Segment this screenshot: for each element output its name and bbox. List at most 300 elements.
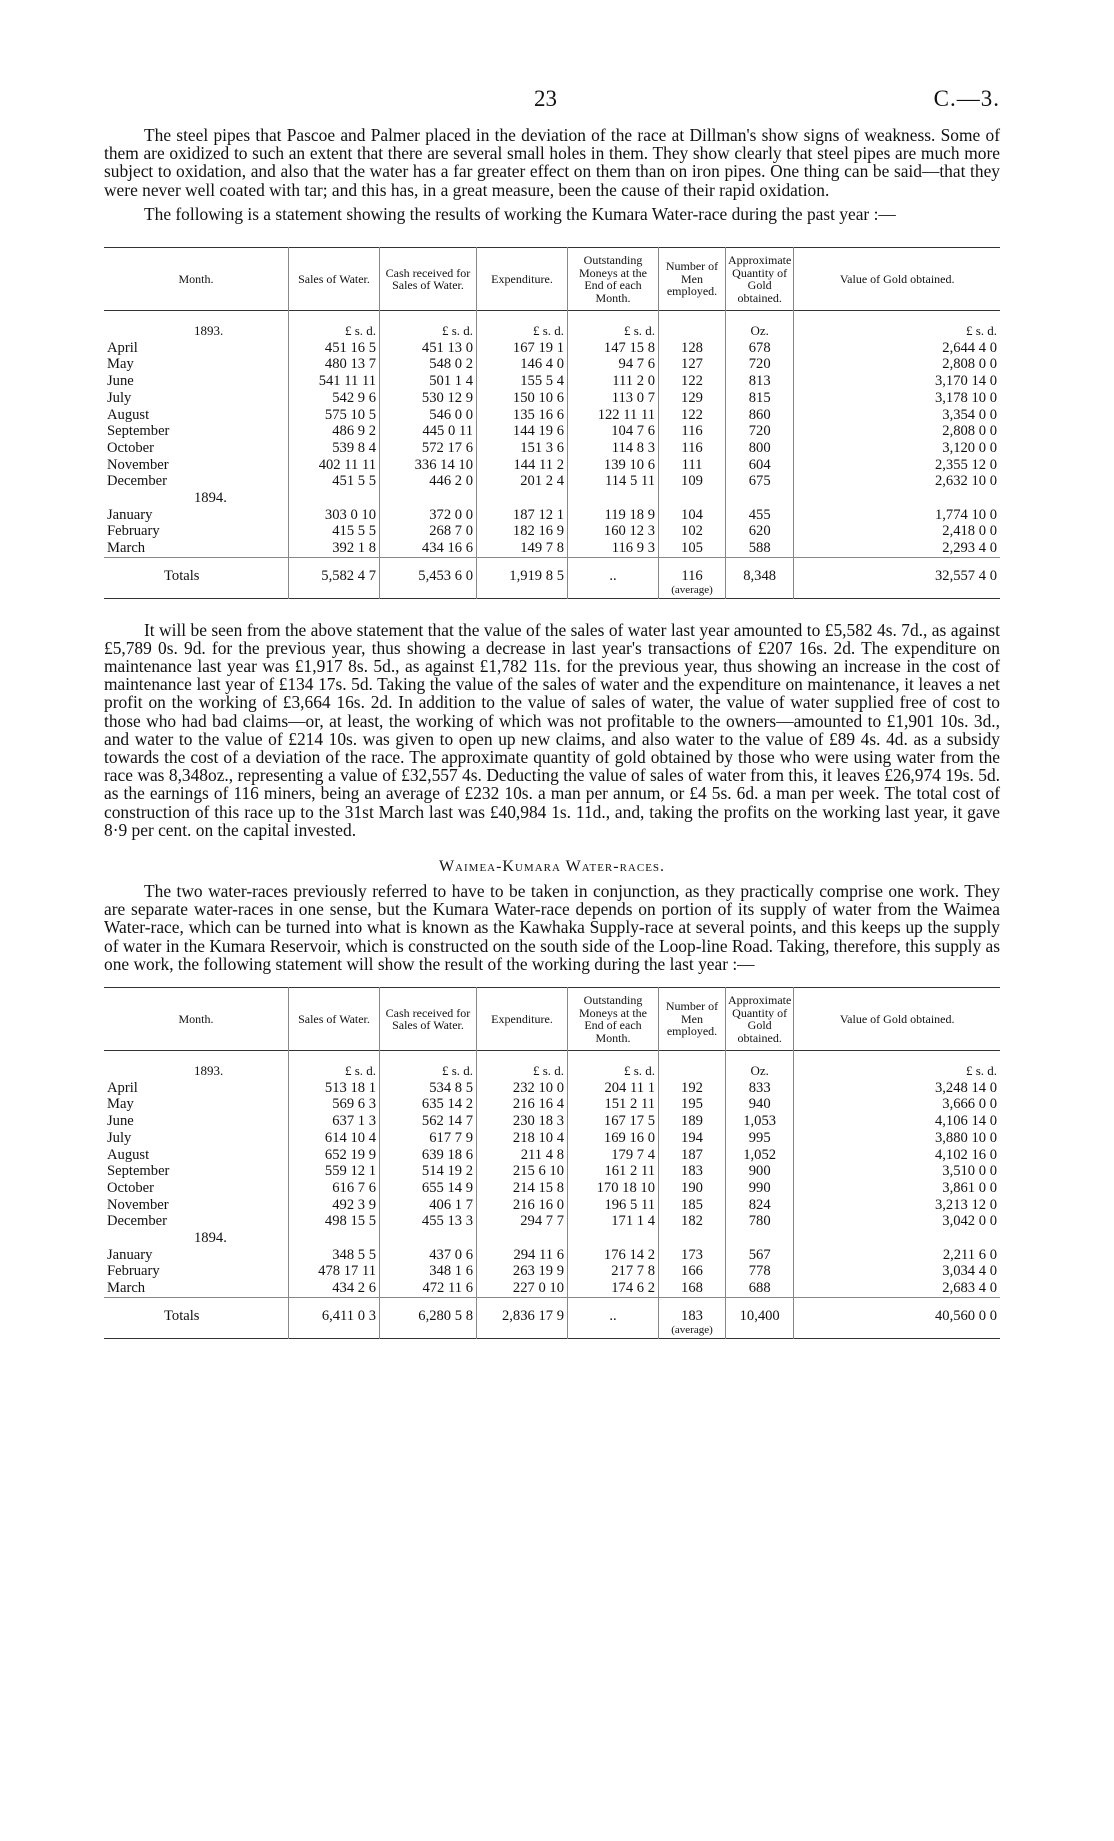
expenditure-cell: 144 19 6 bbox=[477, 423, 568, 440]
statement-table bbox=[104, 987, 1000, 1339]
header-cash: Cash received for Sales of Water. bbox=[380, 988, 477, 1051]
sales-cell: 652 19 9 bbox=[289, 1147, 380, 1164]
unit-label: £ s. d. bbox=[568, 1051, 659, 1080]
gold-value-cell: 32,557 4 0 bbox=[794, 557, 1000, 598]
average-note: (average) bbox=[671, 1323, 713, 1336]
gold-qty-cell: 833 bbox=[726, 1080, 794, 1097]
men-total: 116 bbox=[681, 567, 703, 584]
month-cell: October bbox=[107, 439, 155, 456]
gold-qty-cell: 604 bbox=[726, 457, 794, 474]
year-row bbox=[104, 490, 1000, 507]
gold-value-cell: 2,808 0 0 bbox=[794, 423, 1000, 440]
sales-cell: 392 1 8 bbox=[289, 540, 380, 557]
sales-cell: 542 9 6 bbox=[289, 390, 380, 407]
men-cell: 194 bbox=[659, 1130, 726, 1147]
gold-value-cell: 3,034 4 0 bbox=[794, 1263, 1000, 1280]
sales-cell: 492 3 9 bbox=[289, 1197, 380, 1214]
header-month: Month. bbox=[178, 1011, 214, 1026]
gold-value-cell: 3,120 0 0 bbox=[794, 440, 1000, 457]
month-cell: July bbox=[107, 1129, 132, 1146]
gold-value-cell: 3,354 0 0 bbox=[794, 407, 1000, 424]
month-cell: February bbox=[107, 1263, 160, 1280]
cash-cell: 639 18 6 bbox=[380, 1147, 477, 1164]
men-cell: 122 bbox=[659, 407, 726, 424]
table-row bbox=[104, 1280, 1000, 1297]
outstanding-cell: 122 11 11 bbox=[568, 407, 659, 424]
men-cell: 173 bbox=[659, 1247, 726, 1264]
expenditure-cell: 201 2 4 bbox=[477, 473, 568, 490]
header-outstanding: Outstanding Moneys at the End of each Month. bbox=[568, 988, 659, 1051]
table-row bbox=[104, 390, 1000, 407]
gold-value-cell: 4,102 16 0 bbox=[794, 1147, 1000, 1164]
gold-qty-cell: 900 bbox=[726, 1163, 794, 1180]
gold-qty-cell: 675 bbox=[726, 473, 794, 490]
men-cell: 102 bbox=[659, 523, 726, 540]
gold-qty-cell: 824 bbox=[726, 1197, 794, 1214]
outstanding-cell: 179 7 4 bbox=[568, 1147, 659, 1164]
sales-cell: 415 5 5 bbox=[289, 523, 380, 540]
header-gold-value: Value of Gold obtained. bbox=[794, 988, 1000, 1051]
cash-cell: 548 0 2 bbox=[380, 356, 477, 373]
header-cash: Cash received for Sales of Water. bbox=[380, 248, 477, 311]
empty-cell bbox=[380, 1230, 477, 1247]
cash-cell: 336 14 10 bbox=[380, 457, 477, 474]
cash-cell: 5,453 6 0 bbox=[380, 557, 477, 598]
outstanding-cell: 160 12 3 bbox=[568, 523, 659, 540]
table-row bbox=[104, 540, 1000, 557]
empty-cell bbox=[659, 490, 726, 507]
waimea-kumara-table bbox=[104, 987, 1000, 1339]
gold-value-cell: 3,880 10 0 bbox=[794, 1130, 1000, 1147]
empty-cell bbox=[380, 490, 477, 507]
year-label: 1894. bbox=[194, 1230, 227, 1247]
sales-cell: 303 0 10 bbox=[289, 507, 380, 524]
header-gold-qty: Approximate Quantity of Gold obtained. bbox=[726, 248, 794, 311]
empty-cell bbox=[726, 490, 794, 507]
page-header bbox=[104, 86, 1000, 126]
month-cell: February bbox=[107, 523, 160, 540]
outstanding-cell: 114 5 11 bbox=[568, 473, 659, 490]
paragraph-kumara-intro: The following is a statement showing the results of working the Kumara Water-race during the past year :— bbox=[144, 203, 896, 224]
outstanding-cell: 174 6 2 bbox=[568, 1280, 659, 1297]
men-cell: 128 bbox=[659, 340, 726, 357]
document-page bbox=[104, 86, 1000, 1339]
cash-cell: 501 1 4 bbox=[380, 373, 477, 390]
outstanding-cell: 196 5 11 bbox=[568, 1197, 659, 1214]
expenditure-cell: 230 18 3 bbox=[477, 1113, 568, 1130]
month-cell: November bbox=[107, 1196, 169, 1213]
month-cell: June bbox=[107, 1113, 134, 1130]
expenditure-cell: 149 7 8 bbox=[477, 540, 568, 557]
table-row bbox=[104, 1263, 1000, 1280]
year-label: 1893. bbox=[194, 1063, 224, 1079]
empty-cell bbox=[477, 1230, 568, 1247]
gold-value-cell: 3,178 10 0 bbox=[794, 390, 1000, 407]
header-sales: Sales of Water. bbox=[289, 248, 380, 311]
expenditure-cell: 216 16 0 bbox=[477, 1197, 568, 1214]
unit-label: Oz. bbox=[726, 311, 794, 340]
expenditure-cell: 216 16 4 bbox=[477, 1096, 568, 1113]
expenditure-cell: 211 4 8 bbox=[477, 1147, 568, 1164]
page-number: 23 bbox=[534, 86, 557, 111]
cash-cell: 268 7 0 bbox=[380, 523, 477, 540]
men-cell: 195 bbox=[659, 1096, 726, 1113]
totals-label: Totals bbox=[104, 1297, 289, 1338]
outstanding-cell: 167 17 5 bbox=[568, 1113, 659, 1130]
header-outstanding: Outstanding Moneys at the End of each Month. bbox=[568, 248, 659, 311]
empty-cell bbox=[794, 490, 1000, 507]
outstanding-cell: 111 2 0 bbox=[568, 373, 659, 390]
table-row bbox=[104, 423, 1000, 440]
sales-cell: 434 2 6 bbox=[289, 1280, 380, 1297]
statement-table bbox=[104, 247, 1000, 599]
table-row bbox=[104, 507, 1000, 524]
month-cell: December bbox=[107, 473, 167, 490]
document-reference: C.—3. bbox=[933, 86, 1000, 111]
gold-qty-cell: 778 bbox=[726, 1263, 794, 1280]
empty-cell bbox=[568, 1230, 659, 1247]
empty-cell bbox=[659, 1230, 726, 1247]
unit-label: £ s. d. bbox=[477, 311, 568, 340]
table-row bbox=[104, 1096, 1000, 1113]
men-cell: 129 bbox=[659, 390, 726, 407]
outstanding-cell: 169 16 0 bbox=[568, 1130, 659, 1147]
expenditure-cell: 227 0 10 bbox=[477, 1280, 568, 1297]
sales-cell: 614 10 4 bbox=[289, 1130, 380, 1147]
sales-cell: 451 5 5 bbox=[289, 473, 380, 490]
empty-cell bbox=[289, 490, 380, 507]
header-sales: Sales of Water. bbox=[289, 988, 380, 1051]
gold-value-cell: 2,418 0 0 bbox=[794, 523, 1000, 540]
cash-cell: 348 1 6 bbox=[380, 1263, 477, 1280]
table-row bbox=[104, 340, 1000, 357]
expenditure-cell: 2,836 17 9 bbox=[477, 1297, 568, 1338]
cash-cell: 446 2 0 bbox=[380, 473, 477, 490]
gold-qty-cell: 720 bbox=[726, 356, 794, 373]
kumara-water-race-table bbox=[104, 247, 1000, 599]
unit-label bbox=[659, 1051, 726, 1080]
men-cell: 127 bbox=[659, 356, 726, 373]
month-cell: January bbox=[107, 506, 153, 523]
units-row bbox=[104, 311, 1000, 340]
header-gold-qty: Approximate Quantity of Gold obtained. bbox=[726, 988, 794, 1051]
paragraph-steel-pipes: The steel pipes that Pascoe and Palmer placed in the deviation of the race at Dillman's show signs of weakness. Some of them are oxidized to such an extent that there are several small holes in them. They show clearly that steel pipes are much more subject to oxidation, and also that the water has a far greater effect on them than on iron pipes. One thing can be said—that they were never well coated with tar; and this has, in a great measure, been the cause of their rapid oxidation. bbox=[104, 125, 1000, 200]
cash-cell: 434 16 6 bbox=[380, 540, 477, 557]
cash-cell: 530 12 9 bbox=[380, 390, 477, 407]
unit-label: Oz. bbox=[726, 1051, 794, 1080]
table-row bbox=[104, 1080, 1000, 1097]
sales-cell: 541 11 11 bbox=[289, 373, 380, 390]
gold-qty-cell: 800 bbox=[726, 440, 794, 457]
sales-cell: 402 11 11 bbox=[289, 457, 380, 474]
header-month: Month. bbox=[178, 271, 214, 286]
gold-value-cell: 3,213 12 0 bbox=[794, 1197, 1000, 1214]
cash-cell: 455 13 3 bbox=[380, 1213, 477, 1230]
expenditure-cell: 187 12 1 bbox=[477, 507, 568, 524]
men-cell bbox=[659, 1297, 726, 1338]
cash-cell: 572 17 6 bbox=[380, 440, 477, 457]
outstanding-cell: 176 14 2 bbox=[568, 1247, 659, 1264]
empty-cell bbox=[477, 490, 568, 507]
outstanding-cell: 114 8 3 bbox=[568, 440, 659, 457]
table-row bbox=[104, 523, 1000, 540]
table-row bbox=[104, 1163, 1000, 1180]
outstanding-cell: 119 18 9 bbox=[568, 507, 659, 524]
outstanding-cell: 104 7 6 bbox=[568, 423, 659, 440]
expenditure-cell: 294 7 7 bbox=[477, 1213, 568, 1230]
table-row bbox=[104, 356, 1000, 373]
gold-value-cell: 2,355 12 0 bbox=[794, 457, 1000, 474]
table-row bbox=[104, 1197, 1000, 1214]
month-cell: September bbox=[107, 423, 170, 440]
unit-label: £ s. d. bbox=[794, 1051, 1000, 1080]
gold-qty-cell: 688 bbox=[726, 1280, 794, 1297]
unit-label: £ s. d. bbox=[380, 311, 477, 340]
table-row bbox=[104, 1113, 1000, 1130]
gold-qty-cell: 678 bbox=[726, 340, 794, 357]
sales-cell: 498 15 5 bbox=[289, 1213, 380, 1230]
table-row bbox=[104, 1213, 1000, 1230]
cash-cell: 437 0 6 bbox=[380, 1247, 477, 1264]
expenditure-cell: 182 16 9 bbox=[477, 523, 568, 540]
expenditure-cell: 218 10 4 bbox=[477, 1130, 568, 1147]
paragraph-waimea-intro: The two water-races previously referred to have to be taken in conjunction, as they practically comprise one work. They are separate water-races in one sense, but the Kumara Water-race depends on portion of its supply of water from the Waimea Water-race, which can be turned into what is known as the Kawhaka Supply-race at several points, and this keeps up the supply of water in the Kumara Reservoir, which is constructed on the south side of the Loop-line Road. Taking, therefore, this supply as one work, the following statement will show the result of the working during the last year :— bbox=[104, 881, 1000, 974]
sales-cell: 480 13 7 bbox=[289, 356, 380, 373]
men-cell: 116 bbox=[659, 423, 726, 440]
expenditure-cell: 155 5 4 bbox=[477, 373, 568, 390]
table-row bbox=[104, 1180, 1000, 1197]
gold-qty-cell: 620 bbox=[726, 523, 794, 540]
men-cell: 189 bbox=[659, 1113, 726, 1130]
cash-cell: 514 19 2 bbox=[380, 1163, 477, 1180]
sales-cell: 569 6 3 bbox=[289, 1096, 380, 1113]
unit-label: £ s. d. bbox=[380, 1051, 477, 1080]
gold-value-cell: 3,861 0 0 bbox=[794, 1180, 1000, 1197]
outstanding-cell: .. bbox=[568, 557, 659, 598]
gold-qty-cell: 780 bbox=[726, 1213, 794, 1230]
men-cell: 105 bbox=[659, 540, 726, 557]
month-cell: May bbox=[107, 356, 134, 373]
outstanding-cell: 161 2 11 bbox=[568, 1163, 659, 1180]
empty-cell bbox=[568, 490, 659, 507]
table-row bbox=[104, 440, 1000, 457]
outstanding-cell: 113 0 7 bbox=[568, 390, 659, 407]
gold-qty-cell: 455 bbox=[726, 507, 794, 524]
month-cell: March bbox=[107, 1280, 146, 1297]
gold-qty-cell: 813 bbox=[726, 373, 794, 390]
gold-value-cell: 3,248 14 0 bbox=[794, 1080, 1000, 1097]
gold-value-cell: 1,774 10 0 bbox=[794, 507, 1000, 524]
expenditure-cell: 214 15 8 bbox=[477, 1180, 568, 1197]
year-label: 1894. bbox=[194, 490, 227, 507]
cash-cell: 617 7 9 bbox=[380, 1130, 477, 1147]
header-gold-value: Value of Gold obtained. bbox=[794, 248, 1000, 311]
sales-cell: 348 5 5 bbox=[289, 1247, 380, 1264]
expenditure-cell: 167 19 1 bbox=[477, 340, 568, 357]
outstanding-cell: .. bbox=[568, 1297, 659, 1338]
totals-row bbox=[104, 557, 1000, 598]
cash-cell: 445 0 11 bbox=[380, 423, 477, 440]
gold-qty-cell: 940 bbox=[726, 1096, 794, 1113]
empty-cell bbox=[794, 1230, 1000, 1247]
table-row bbox=[104, 457, 1000, 474]
men-cell: 192 bbox=[659, 1080, 726, 1097]
empty-cell bbox=[726, 1230, 794, 1247]
gold-qty-cell: 990 bbox=[726, 1180, 794, 1197]
year-label: 1893. bbox=[194, 323, 224, 339]
section-heading: Waimea-Kumara Water-races. bbox=[438, 858, 666, 875]
outstanding-cell: 147 15 8 bbox=[568, 340, 659, 357]
gold-qty-cell: 8,348 bbox=[726, 557, 794, 598]
expenditure-cell: 263 19 9 bbox=[477, 1263, 568, 1280]
outstanding-cell: 116 9 3 bbox=[568, 540, 659, 557]
men-cell: 183 bbox=[659, 1163, 726, 1180]
sales-cell: 637 1 3 bbox=[289, 1113, 380, 1130]
gold-value-cell: 2,632 10 0 bbox=[794, 473, 1000, 490]
average-note: (average) bbox=[671, 583, 713, 596]
outstanding-cell: 94 7 6 bbox=[568, 356, 659, 373]
month-cell: November bbox=[107, 456, 169, 473]
header-men: Number of Men employed. bbox=[659, 248, 726, 311]
table-row bbox=[104, 373, 1000, 390]
month-cell: June bbox=[107, 373, 134, 390]
expenditure-cell: 1,919 8 5 bbox=[477, 557, 568, 598]
cash-cell: 562 14 7 bbox=[380, 1113, 477, 1130]
gold-qty-cell: 860 bbox=[726, 407, 794, 424]
men-cell: 185 bbox=[659, 1197, 726, 1214]
men-cell: 104 bbox=[659, 507, 726, 524]
empty-cell bbox=[289, 1230, 380, 1247]
expenditure-cell: 146 4 0 bbox=[477, 356, 568, 373]
outstanding-cell: 139 10 6 bbox=[568, 457, 659, 474]
men-cell bbox=[659, 557, 726, 598]
sales-cell: 575 10 5 bbox=[289, 407, 380, 424]
month-cell: July bbox=[107, 389, 132, 406]
cash-cell: 451 13 0 bbox=[380, 340, 477, 357]
gold-value-cell: 2,808 0 0 bbox=[794, 356, 1000, 373]
expenditure-cell: 294 11 6 bbox=[477, 1247, 568, 1264]
gold-value-cell: 3,666 0 0 bbox=[794, 1096, 1000, 1113]
outstanding-cell: 171 1 4 bbox=[568, 1213, 659, 1230]
sales-cell: 5,582 4 7 bbox=[289, 557, 380, 598]
outstanding-cell: 151 2 11 bbox=[568, 1096, 659, 1113]
gold-value-cell: 40,560 0 0 bbox=[794, 1297, 1000, 1338]
men-cell: 122 bbox=[659, 373, 726, 390]
unit-label: £ s. d. bbox=[794, 311, 1000, 340]
table-header-row bbox=[104, 988, 1000, 1051]
table-row bbox=[104, 1130, 1000, 1147]
men-cell: 166 bbox=[659, 1263, 726, 1280]
cash-cell: 635 14 2 bbox=[380, 1096, 477, 1113]
sales-cell: 451 16 5 bbox=[289, 340, 380, 357]
unit-label: £ s. d. bbox=[289, 1051, 380, 1080]
gold-value-cell: 2,644 4 0 bbox=[794, 340, 1000, 357]
expenditure-cell: 135 16 6 bbox=[477, 407, 568, 424]
month-cell: August bbox=[107, 406, 150, 423]
gold-value-cell: 2,683 4 0 bbox=[794, 1280, 1000, 1297]
gold-qty-cell: 720 bbox=[726, 423, 794, 440]
paragraph-kumara-summary: It will be seen from the above statement that the value of the sales of water last year amounted to £5,582 4s. 7d., as against £5,789 0s. 9d. for the previous year, thus showing a decrease in last year's transactions of £207 16s. 2d. The expenditure on maintenance last year was £1,917 8s. 5d., as against £1,782 11s. for the previous year, thus showing an increase in the cost of maintenance last year of £134 17s. 5d. Taking the value of the sales of water and the expenditure on maintenance, it leaves a net profit on the working of £3,664 16s. 2d. In addition to the value of sales of water, the value of water supplied free of cost to those who had bad claims—or, at least, the working of which was not profitable to the owners—amounted to £1,901 10s. 3d., and water to the value of £214 10s. was given to open up new claims, and also water to the value of £89 4s. 4d. as a subsidy towards the cost of a deviation of the race. The approximate quantity of gold obtained by those who were using water from the race was 8,348oz., representing a value of £32,557 4s. Deducting the value of sales of water from this, it leaves £26,974 19s. 5d. as the earnings of 116 miners, being an average of £232 10s. a man per annum, or £4 5s. 6d. a man per week. The total cost of construction of this race up to the 31st March last was £40,984 1s. 11d., and, taking the profits on the working last year, it gave 8·9 per cent. on the capital invested. bbox=[104, 619, 1000, 840]
gold-value-cell: 3,042 0 0 bbox=[794, 1213, 1000, 1230]
sales-cell: 616 7 6 bbox=[289, 1180, 380, 1197]
month-cell: May bbox=[107, 1096, 134, 1113]
totals-label: Totals bbox=[104, 557, 289, 598]
cash-cell: 546 0 0 bbox=[380, 407, 477, 424]
gold-qty-cell: 1,053 bbox=[726, 1113, 794, 1130]
table-row bbox=[104, 473, 1000, 490]
table-header-row bbox=[104, 248, 1000, 311]
gold-qty-cell: 10,400 bbox=[726, 1297, 794, 1338]
expenditure-cell: 150 10 6 bbox=[477, 390, 568, 407]
gold-qty-cell: 1,052 bbox=[726, 1147, 794, 1164]
unit-label: £ s. d. bbox=[568, 311, 659, 340]
unit-label bbox=[659, 311, 726, 340]
outstanding-cell: 204 11 1 bbox=[568, 1080, 659, 1097]
month-cell: March bbox=[107, 540, 146, 557]
men-cell: 109 bbox=[659, 473, 726, 490]
table-row bbox=[104, 407, 1000, 424]
gold-qty-cell: 815 bbox=[726, 390, 794, 407]
month-cell: April bbox=[107, 339, 138, 356]
units-row bbox=[104, 1051, 1000, 1080]
month-cell: January bbox=[107, 1246, 153, 1263]
sales-cell: 486 9 2 bbox=[289, 423, 380, 440]
sales-cell: 6,411 0 3 bbox=[289, 1297, 380, 1338]
table-row bbox=[104, 1147, 1000, 1164]
cash-cell: 534 8 5 bbox=[380, 1080, 477, 1097]
expenditure-cell: 232 10 0 bbox=[477, 1080, 568, 1097]
unit-label: £ s. d. bbox=[477, 1051, 568, 1080]
expenditure-cell: 215 6 10 bbox=[477, 1163, 568, 1180]
month-cell: August bbox=[107, 1146, 150, 1163]
men-cell: 111 bbox=[659, 457, 726, 474]
sales-cell: 478 17 11 bbox=[289, 1263, 380, 1280]
outstanding-cell: 217 7 8 bbox=[568, 1263, 659, 1280]
sales-cell: 513 18 1 bbox=[289, 1080, 380, 1097]
sales-cell: 539 8 4 bbox=[289, 440, 380, 457]
gold-qty-cell: 995 bbox=[726, 1130, 794, 1147]
men-cell: 187 bbox=[659, 1147, 726, 1164]
month-cell: September bbox=[107, 1163, 170, 1180]
gold-qty-cell: 588 bbox=[726, 540, 794, 557]
totals-row bbox=[104, 1297, 1000, 1338]
cash-cell: 472 11 6 bbox=[380, 1280, 477, 1297]
gold-value-cell: 3,510 0 0 bbox=[794, 1163, 1000, 1180]
month-cell: December bbox=[107, 1213, 167, 1230]
cash-cell: 406 1 7 bbox=[380, 1197, 477, 1214]
gold-value-cell: 2,211 6 0 bbox=[794, 1247, 1000, 1264]
sales-cell: 559 12 1 bbox=[289, 1163, 380, 1180]
unit-label: £ s. d. bbox=[289, 311, 380, 340]
gold-value-cell: 4,106 14 0 bbox=[794, 1113, 1000, 1130]
men-cell: 116 bbox=[659, 440, 726, 457]
expenditure-cell: 144 11 2 bbox=[477, 457, 568, 474]
header-expenditure: Expenditure. bbox=[477, 248, 568, 311]
men-cell: 168 bbox=[659, 1280, 726, 1297]
outstanding-cell: 170 18 10 bbox=[568, 1180, 659, 1197]
month-cell: April bbox=[107, 1079, 138, 1096]
men-total: 183 bbox=[681, 1307, 703, 1324]
gold-value-cell: 2,293 4 0 bbox=[794, 540, 1000, 557]
table-row bbox=[104, 1247, 1000, 1264]
month-cell: October bbox=[107, 1179, 155, 1196]
men-cell: 190 bbox=[659, 1180, 726, 1197]
cash-cell: 655 14 9 bbox=[380, 1180, 477, 1197]
men-cell: 182 bbox=[659, 1213, 726, 1230]
expenditure-cell: 151 3 6 bbox=[477, 440, 568, 457]
header-men: Number of Men employed. bbox=[659, 988, 726, 1051]
cash-cell: 372 0 0 bbox=[380, 507, 477, 524]
